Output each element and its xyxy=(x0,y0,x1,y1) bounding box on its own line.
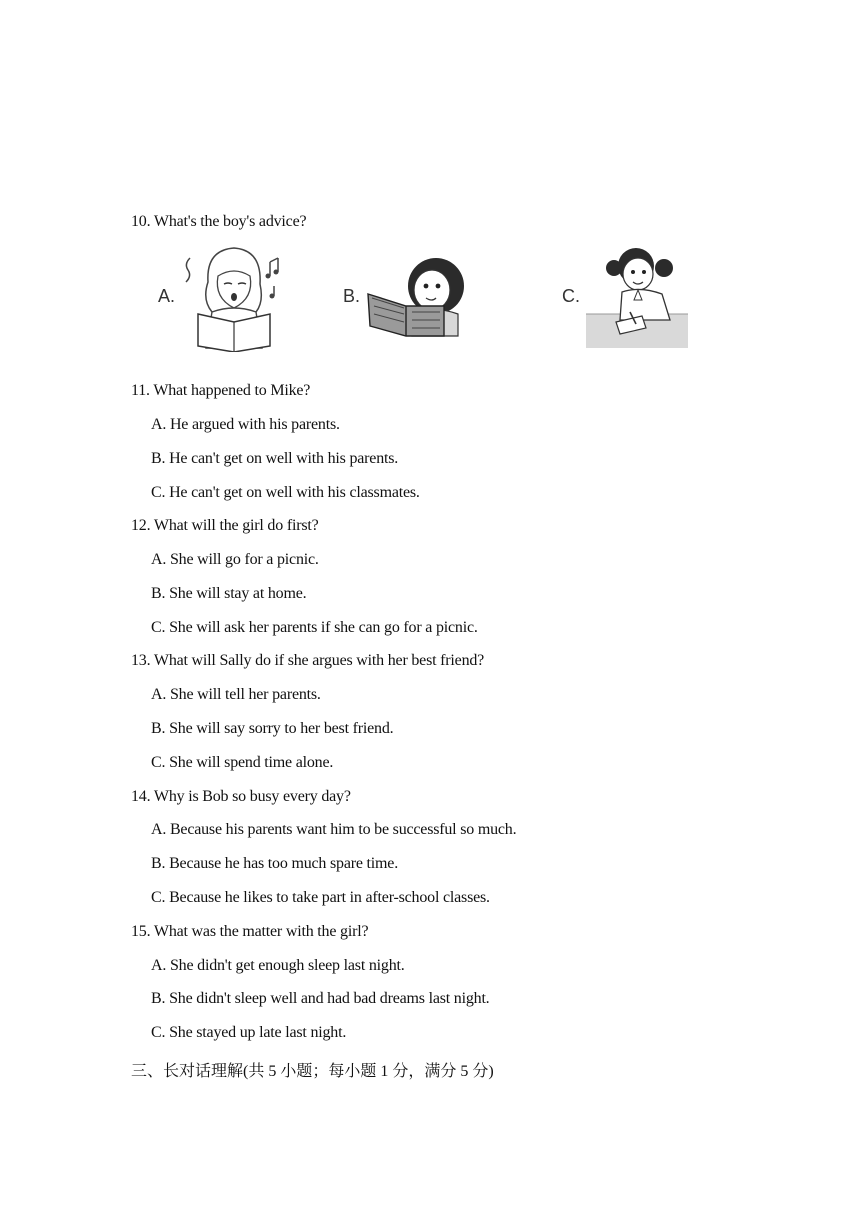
girl-drawing-icon[interactable] xyxy=(586,242,688,348)
q11-option-c[interactable]: C. He can't get on well with his classmates. xyxy=(151,484,420,501)
question-11: 11. What happened to Mike? xyxy=(131,382,311,399)
girl-reading-icon[interactable] xyxy=(366,256,470,338)
q14-option-c[interactable]: C. Because he likes to take part in after-school classes. xyxy=(151,889,490,906)
q11-option-b[interactable]: B. He can't get on well with his parents. xyxy=(151,450,399,467)
q11-option-a[interactable]: A. He argued with his parents. xyxy=(151,416,340,433)
q13-option-c[interactable]: C. She will spend time alone. xyxy=(151,754,334,771)
question-14: 14. Why is Bob so busy every day? xyxy=(131,788,351,805)
q13-option-a[interactable]: A. She will tell her parents. xyxy=(151,686,321,703)
q12-option-a[interactable]: A. She will go for a picnic. xyxy=(151,551,319,568)
question-12: 12. What will the girl do first? xyxy=(131,517,319,534)
q15-option-b[interactable]: B. She didn't sleep well and had bad dreams last night. xyxy=(151,990,490,1007)
choice-c-label: C. xyxy=(562,286,580,306)
q15-option-c[interactable]: C. She stayed up late last night. xyxy=(151,1024,347,1041)
choice-b-label: B. xyxy=(343,286,361,306)
q14-option-a[interactable]: A. Because his parents want him to be successful so much. xyxy=(151,821,517,838)
choice-a-label: A. xyxy=(158,286,176,306)
q12-option-b[interactable]: B. She will stay at home. xyxy=(151,585,307,602)
q12-option-c[interactable]: C. She will ask her parents if she can go for a picnic. xyxy=(151,619,478,636)
q15-option-a[interactable]: A. She didn't get enough sleep last night. xyxy=(151,957,405,974)
q13-option-b[interactable]: B. She will say sorry to her best friend. xyxy=(151,720,394,737)
question-13: 13. What will Sally do if she argues with her best friend? xyxy=(131,652,485,669)
q14-option-b[interactable]: B. Because he has too much spare time. xyxy=(151,855,398,872)
question-10: 10. What's the boy's advice? xyxy=(131,213,307,230)
section-3-heading: 三、长对话理解(共 5 小题；每小题 1 分，满分 5 分) xyxy=(131,1063,494,1080)
question-15: 15. What was the matter with the girl? xyxy=(131,923,369,940)
girl-singing-icon[interactable] xyxy=(178,242,286,352)
